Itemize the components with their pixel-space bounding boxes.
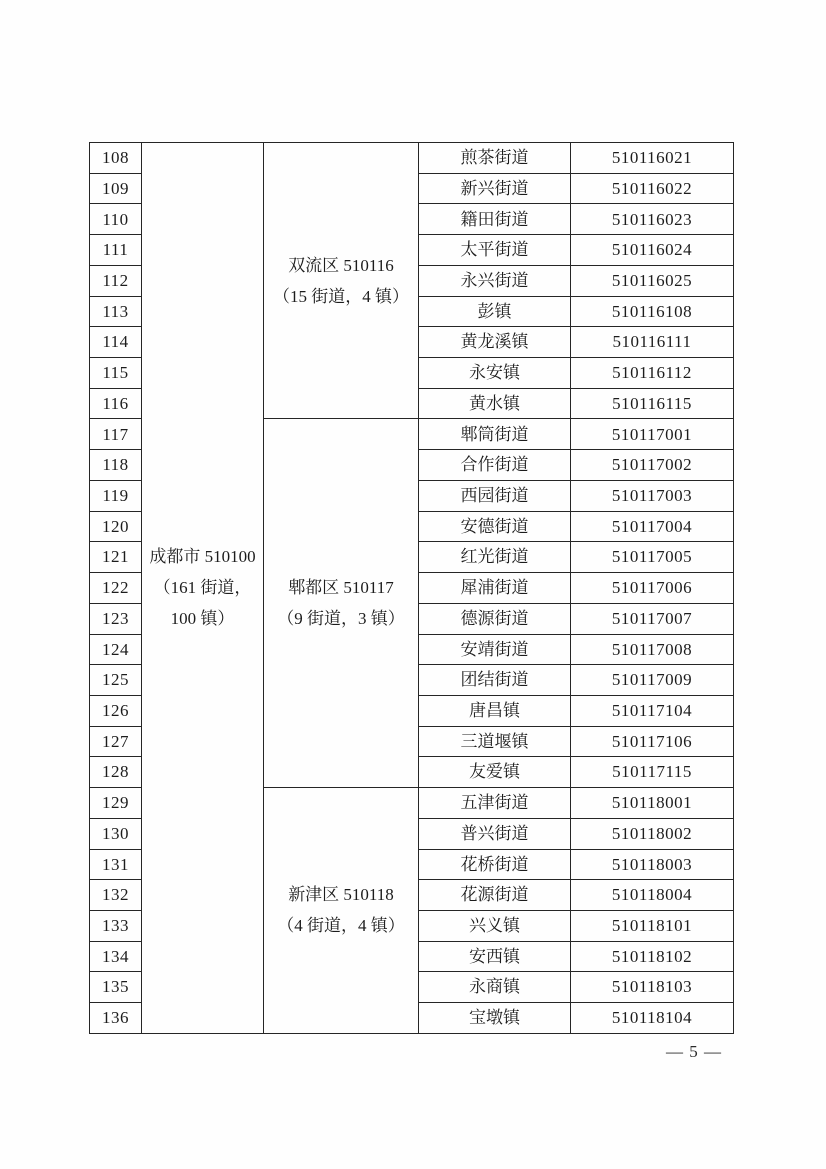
code-cell: 510117004 (571, 511, 734, 542)
row-index-cell: 119 (90, 480, 142, 511)
street-name-cell: 黄龙溪镇 (419, 327, 571, 358)
street-name-cell: 黄水镇 (419, 388, 571, 419)
code-cell: 510118101 (571, 910, 734, 941)
code-cell: 510117006 (571, 573, 734, 604)
code-cell: 510116112 (571, 358, 734, 389)
row-index-cell: 130 (90, 818, 142, 849)
code-cell: 510118004 (571, 880, 734, 911)
code-cell: 510118002 (571, 818, 734, 849)
code-cell: 510117104 (571, 695, 734, 726)
code-cell: 510117001 (571, 419, 734, 450)
code-cell: 510118103 (571, 972, 734, 1003)
street-name-cell: 花桥街道 (419, 849, 571, 880)
row-index-cell: 123 (90, 603, 142, 634)
row-index-cell: 113 (90, 296, 142, 327)
street-name-cell: 安德街道 (419, 511, 571, 542)
row-index-cell: 121 (90, 542, 142, 573)
row-index-cell: 136 (90, 1003, 142, 1034)
code-cell: 510117003 (571, 480, 734, 511)
code-cell: 510117002 (571, 450, 734, 481)
row-index-cell: 122 (90, 573, 142, 604)
row-index-cell: 126 (90, 695, 142, 726)
district-cell (264, 143, 419, 419)
row-index-cell: 111 (90, 235, 142, 266)
district-label-line1: 郫都区 510117 (288, 578, 394, 598)
street-name-cell: 新兴街道 (419, 173, 571, 204)
district-cell (264, 419, 419, 788)
code-cell: 510116022 (571, 173, 734, 204)
district-label-line1: 新津区 510118 (288, 885, 394, 905)
code-cell: 510116021 (571, 143, 734, 174)
street-name-cell: 安靖街道 (419, 634, 571, 665)
street-name-cell: 郫筒街道 (419, 419, 571, 450)
row-index-cell: 133 (90, 910, 142, 941)
row-index-cell: 132 (90, 880, 142, 911)
city-label-line3: 100 镇） (170, 609, 235, 629)
code-cell: 510117115 (571, 757, 734, 788)
row-index-cell: 108 (90, 143, 142, 174)
street-name-cell: 安西镇 (419, 941, 571, 972)
street-name-cell: 唐昌镇 (419, 695, 571, 726)
street-name-cell: 团结街道 (419, 665, 571, 696)
street-name-cell: 永兴街道 (419, 265, 571, 296)
code-cell: 510118104 (571, 1003, 734, 1034)
street-name-cell: 德源街道 (419, 603, 571, 634)
street-name-cell: 合作街道 (419, 450, 571, 481)
row-index-cell: 117 (90, 419, 142, 450)
row-index-cell: 131 (90, 849, 142, 880)
row-index-cell: 128 (90, 757, 142, 788)
row-index-cell: 118 (90, 450, 142, 481)
street-name-cell: 五津街道 (419, 788, 571, 819)
street-name-cell: 煎茶街道 (419, 143, 571, 174)
row-index-cell: 112 (90, 265, 142, 296)
division-code-table (89, 142, 734, 1034)
page-number: — 5 — (666, 1042, 722, 1061)
street-name-cell: 红光街道 (419, 542, 571, 573)
row-index-cell: 127 (90, 726, 142, 757)
street-name-cell: 宝墩镇 (419, 1003, 571, 1034)
street-name-cell: 犀浦街道 (419, 573, 571, 604)
district-cell (264, 788, 419, 1034)
code-cell: 510116023 (571, 204, 734, 235)
street-name-cell: 籍田街道 (419, 204, 571, 235)
row-index-cell: 115 (90, 358, 142, 389)
street-name-cell: 花源街道 (419, 880, 571, 911)
code-cell: 510117008 (571, 634, 734, 665)
district-label-line2: （15 街道，4 镇） (273, 286, 409, 306)
row-index-cell: 125 (90, 665, 142, 696)
row-index-cell: 110 (90, 204, 142, 235)
city-cell (142, 143, 264, 1034)
table-row (90, 143, 734, 174)
street-name-cell: 西园街道 (419, 480, 571, 511)
code-cell: 510117007 (571, 603, 734, 634)
code-cell: 510116108 (571, 296, 734, 327)
code-cell: 510117005 (571, 542, 734, 573)
code-cell: 510116025 (571, 265, 734, 296)
code-cell: 510118001 (571, 788, 734, 819)
code-cell: 510118102 (571, 941, 734, 972)
street-name-cell: 太平街道 (419, 235, 571, 266)
code-cell: 510116115 (571, 388, 734, 419)
code-cell: 510116111 (571, 327, 734, 358)
row-index-cell: 120 (90, 511, 142, 542)
row-index-cell: 129 (90, 788, 142, 819)
district-label-line1: 双流区 510116 (288, 255, 394, 275)
district-label-line2: （9 街道，3 镇） (277, 609, 405, 629)
row-index-cell: 135 (90, 972, 142, 1003)
code-cell: 510117106 (571, 726, 734, 757)
code-cell: 510118003 (571, 849, 734, 880)
street-name-cell: 友爱镇 (419, 757, 571, 788)
city-label-line1: 成都市 510100 (149, 547, 256, 567)
street-name-cell: 永商镇 (419, 972, 571, 1003)
code-cell: 510117009 (571, 665, 734, 696)
row-index-cell: 134 (90, 941, 142, 972)
street-name-cell: 兴义镇 (419, 910, 571, 941)
street-name-cell: 三道堰镇 (419, 726, 571, 757)
row-index-cell: 124 (90, 634, 142, 665)
row-index-cell: 114 (90, 327, 142, 358)
street-name-cell: 永安镇 (419, 358, 571, 389)
row-index-cell: 116 (90, 388, 142, 419)
district-label-line2: （4 街道，4 镇） (277, 916, 405, 936)
row-index-cell: 109 (90, 173, 142, 204)
code-cell: 510116024 (571, 235, 734, 266)
city-label-line2: （161 街道， (153, 578, 252, 598)
street-name-cell: 普兴街道 (419, 818, 571, 849)
street-name-cell: 彭镇 (419, 296, 571, 327)
